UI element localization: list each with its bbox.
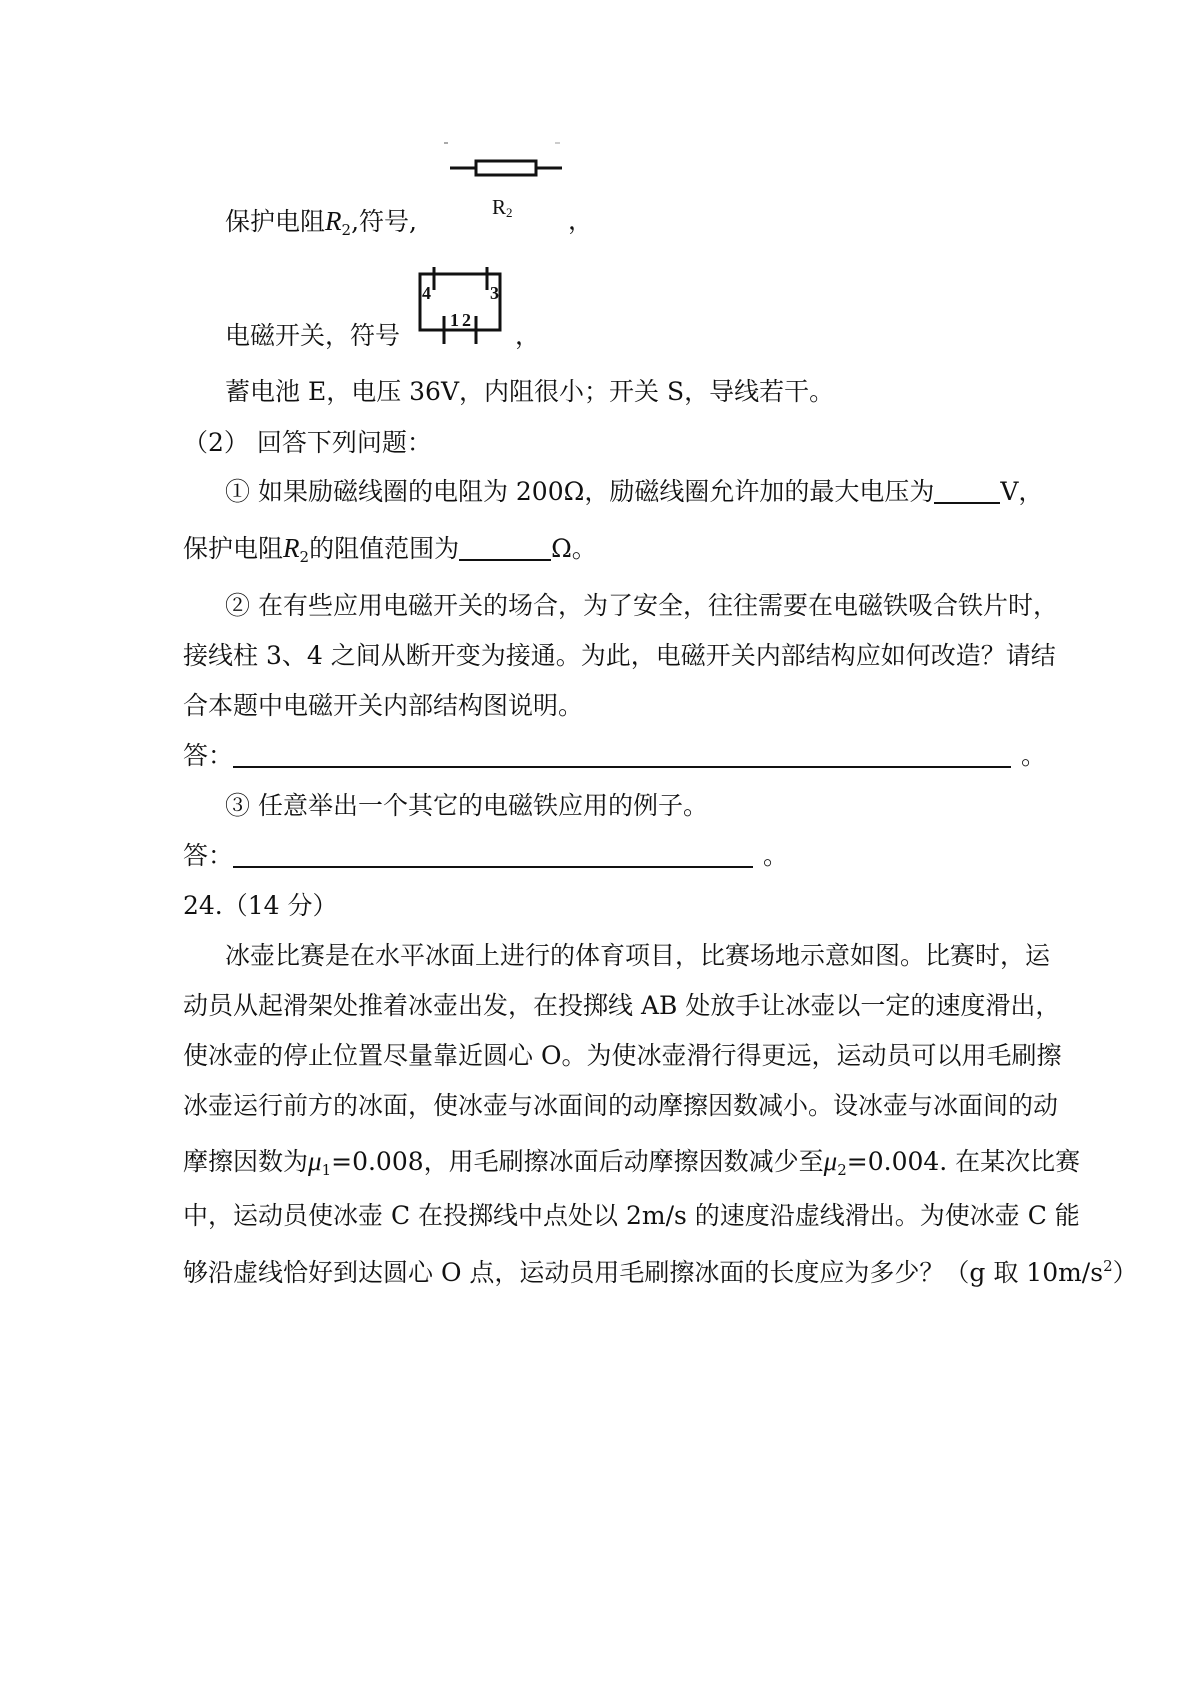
- answer-blank-2[interactable]: [233, 840, 753, 868]
- q3-line: ③ 任意举出一个其它的电磁铁应用的例子。: [225, 791, 708, 820]
- answer-1-line: 答： 。: [183, 741, 1047, 770]
- part2-heading: （2） 回答下列问题：: [183, 428, 432, 457]
- terminal-2: 2: [462, 310, 471, 330]
- q24-line-3: 使冰壶的停止位置尽量靠近圆心 O。为使冰壶滑行得更远，运动员可以用毛刷擦: [183, 1041, 1062, 1070]
- q24-line-6: 中，运动员使冰壶 C 在投掷线中点处以 2m/s 的速度沿虚线滑出。为使冰壶 C 能: [183, 1201, 1080, 1230]
- q2-line-2: 接线柱 3、4 之间从断开变为接通。为此，电磁开关内部结构应如何改造？请结: [183, 641, 1056, 670]
- svg-text:R2: [492, 195, 513, 220]
- terminal-1: 1: [450, 310, 459, 330]
- answer-blank-1[interactable]: [233, 740, 1011, 768]
- q24-line-5: 摩擦因数为$\mu_1=0.008$，用毛刷擦冰面后动摩擦因数减少至$\mu_2=0.004$. 在某次比赛: [183, 1146, 1081, 1179]
- question-24-heading: 24.（14 分）: [183, 891, 338, 920]
- switch-line: 电磁开关，符号: [225, 321, 401, 350]
- q1-line-b: 保护电阻$R_2$的阻值范围为 Ω。: [183, 533, 597, 566]
- answer-blank-voltage[interactable]: [934, 476, 1000, 504]
- r2-line-end: ，: [568, 206, 594, 235]
- q1-line-a: ① 如果励磁线圈的电阻为 200Ω，励磁线圈允许加的最大电压为 V，: [225, 477, 1044, 506]
- q24-line-7: 够沿虚线恰好到达圆心 O 点，运动员用毛刷擦冰面的长度应为多少？（g 取 $10m/s^2$）: [183, 1257, 1138, 1287]
- q24-line-4: 冰壶运行前方的冰面，使冰壶与冰面间的动摩擦因数减小。设冰壶与冰面间的动: [183, 1091, 1059, 1120]
- terminal-3: 3: [490, 283, 499, 303]
- terminal-4: 4: [422, 283, 431, 303]
- q24-line-2: 动员从起滑架处推着冰壶出发，在投掷线 AB 处放手让冰壶以一定的速度滑出，: [183, 991, 1061, 1020]
- resistor-r2-symbol: [440, 140, 570, 220]
- q2-line-3: 合本题中电磁开关内部结构图说明。: [183, 691, 584, 720]
- q2-line-1: ② 在有些应用电磁开关的场合，为了安全，往往需要在电磁铁吸合铁片时，: [225, 591, 1058, 620]
- switch-line-end: ，: [515, 321, 541, 350]
- q24-line-1: 冰壶比赛是在水平冰面上进行的体育项目，比赛场地示意如图。比赛时，运: [225, 941, 1051, 970]
- em-switch-symbol: [412, 264, 512, 348]
- answer-2-line: 答： 。: [183, 841, 789, 870]
- resistor-label: R: [492, 195, 507, 219]
- answer-blank-resistance[interactable]: [459, 533, 551, 561]
- battery-line: 蓄电池 E，电压 36V，内阻很小；开关 S，导线若干。: [225, 377, 835, 406]
- resistor-label-sub: 2: [506, 205, 513, 220]
- r2-line: 保护电阻$R_2$,符号,: [225, 206, 417, 239]
